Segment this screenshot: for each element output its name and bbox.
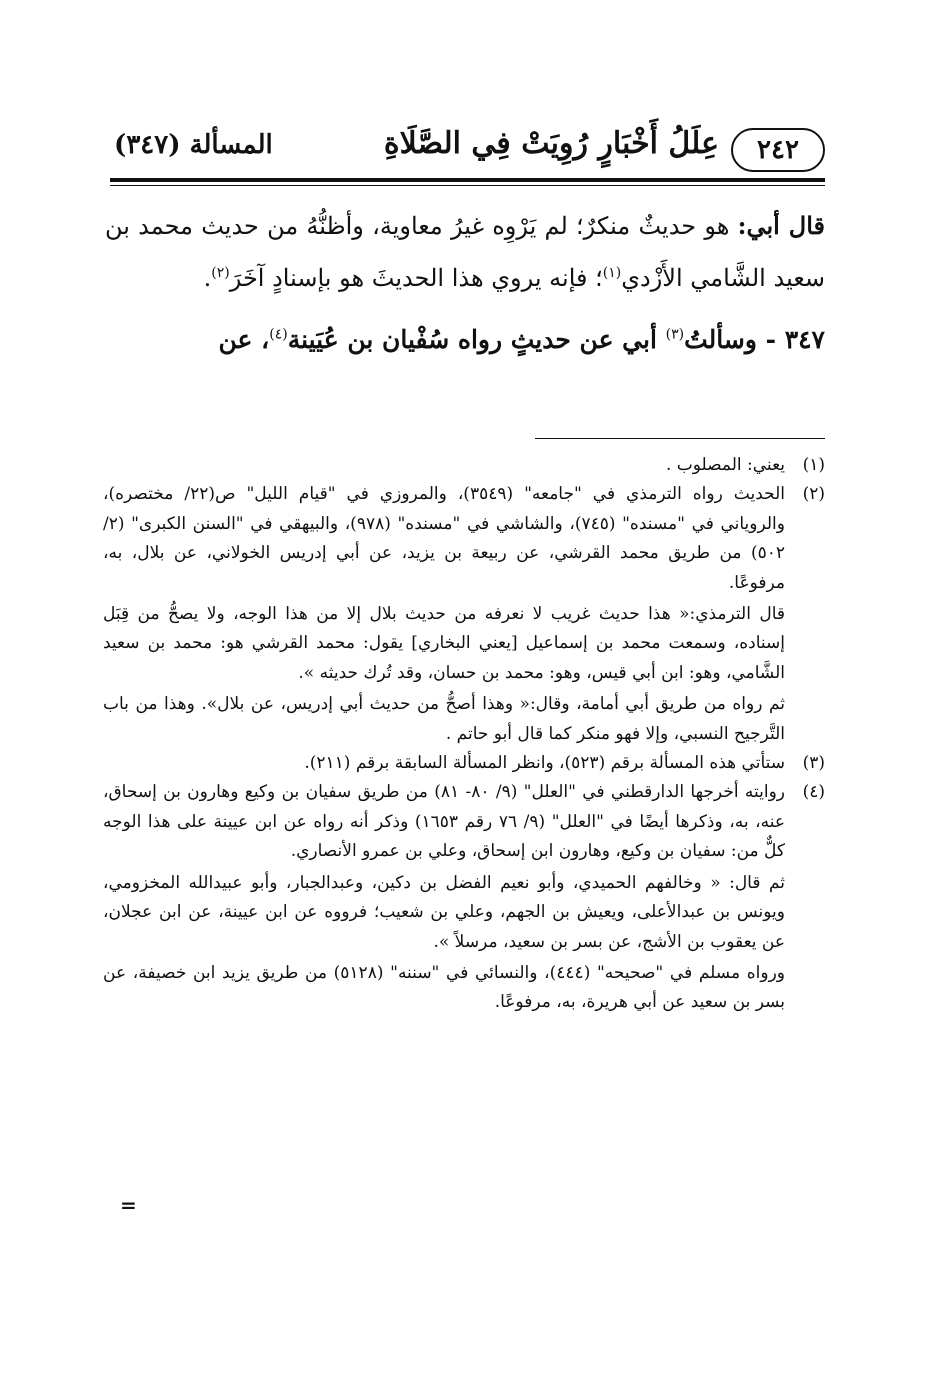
paragraph-lead: قال أبي:: [737, 211, 825, 240]
footnote-number: (٢): [802, 484, 825, 505]
paragraph-text: أبي عن حديثٍ رواه سُفْيان بن عُيَينة: [287, 325, 666, 354]
main-text: [105, 200, 825, 366]
paragraph-text: .: [203, 264, 212, 292]
paragraph-text: ؛ فإنه يروي هذا الحديثَ هو بإسنادٍ آخَرَ: [229, 264, 603, 292]
issue-label: المسألة (٣٤٧): [114, 130, 273, 160]
footnote-ref-3[interactable]: (٣): [665, 326, 685, 343]
main-paragraph-2: [105, 314, 825, 366]
footnote-3: [103, 749, 825, 778]
footnote-2: [103, 480, 825, 749]
footnote-ref-1[interactable]: (١): [602, 265, 622, 281]
footnote-text: روايته أخرجها الدارقطني في "العلل" (٩/ ٨٠- ٨١) من طريق سفيان بن وكيع وهارون بن إسحاق، عنه، به، وذكرها أيضًا في "العلل" (٩/ ٧٦ رقم ١٦٥٣) وذكر أنه رواه عن ابن عيينة على هذا الوجه كلٌّ من: سفيان بن وكيع، وهارون ابن إسحاق، وعلي بن عمرو الأنصاري.: [103, 782, 786, 862]
footnote-text: ستأتي هذه المسألة برقم (٥٢٣)، وانظر المسألة السابقة برقم (٢١١).: [304, 753, 785, 774]
page-number: ٢٤٢: [731, 128, 825, 172]
header-rule-thick: [110, 178, 825, 182]
footnote-4: [103, 778, 825, 1017]
footnote-separator: [535, 438, 825, 439]
header-rule-thin: [110, 185, 825, 186]
issue-number-lead: ٣٤٧ - وسألتُ: [684, 325, 825, 354]
footnote-number: (٣): [802, 753, 825, 774]
footnote-1: [103, 451, 825, 480]
footnote-text: ثم قال: « وخالفهم الحميدي، وأبو نعيم الفضل بن دكين، وعبدالجبار، وأبو عبيدالله المخزومي، ويونس بن عبدالأعلى، ويعيش بن الجهم، وعلي بن شعيب؛ فرووه عن ابن عيينة، عن ابن عجلان، عن يعقوب بن الأشج، عن بسر بن سعيد، مرسلاً ».: [103, 872, 785, 952]
footnote-text: ثم رواه من طريق أبي أمامة، وقال:« وهذا أصحُّ من حديث أبي إدريس، عن بلال». وهذا من باب التَّرجيح النسبي، وإلا فهو منكر كما قال أبو حاتم .: [103, 694, 785, 744]
footnote-text: ورواه مسلم في "صحيحه" (٤٤٤)، والنسائي في "سننه" (٥١٢٨) من طريق يزيد ابن خصيفة، عن بسر بن سعيد عن أبي هريرة، به، مرفوعًا.: [103, 962, 785, 1013]
running-header: [110, 126, 825, 176]
paragraph-text: ، عن: [218, 325, 270, 354]
footnote-text: قال الترمذي:« هذا حديث غريب لا نعرفه من حديث بلال إلا من هذا الوجه، ولا يصحُّ من قِبَل إسناده، وسمعت محمد بن إسماعيل [يعني البخاري] يقول: محمد القرشي هو: محمد بن سعيد الشَّامي، وهو: ابن أبي قيس، وهو: محمد بن حسان، وقد تُرك حديثه ».: [103, 604, 785, 683]
footnote-number: (١): [802, 455, 825, 475]
footnotes: [103, 451, 825, 1018]
book-title: عِلَلُ أَخْبَارٍ رُوِيَتْ فِي الصَّلَاةِ: [383, 126, 719, 161]
footnote-ref-4[interactable]: (٤): [269, 326, 288, 343]
continuation-mark: =: [120, 1193, 137, 1217]
footnote-text: يعني: المصلوب .: [665, 455, 785, 475]
footnote-number: (٤): [802, 782, 825, 803]
main-paragraph-1: [105, 200, 825, 304]
footnote-ref-2[interactable]: (٢): [211, 265, 230, 281]
paragraph-text: هو حديثٌ منكرٌ؛ لم يَرْوِه غيرُ معاوية، وأظنُّهُ من حديث محمد بن سعيد الشَّامي الأَزْدي: [105, 212, 825, 292]
footnote-text: الحديث رواه الترمذي في "جامعه" (٣٥٤٩)، والمروزي في "قيام الليل" ص(٢٢/ مختصره)، والروياني في "مسنده" (٧٤٥)، والشاشي في "مسنده" (٩٧٨)، والبيهقي في "السنن الكبرى" (٢/ ٥٠٢) من طريق محمد القرشي، عن ربيعة بن يزيد، عن أبي إدريس الخولاني، عن بلال، به، مرفوعًا.: [103, 484, 785, 593]
